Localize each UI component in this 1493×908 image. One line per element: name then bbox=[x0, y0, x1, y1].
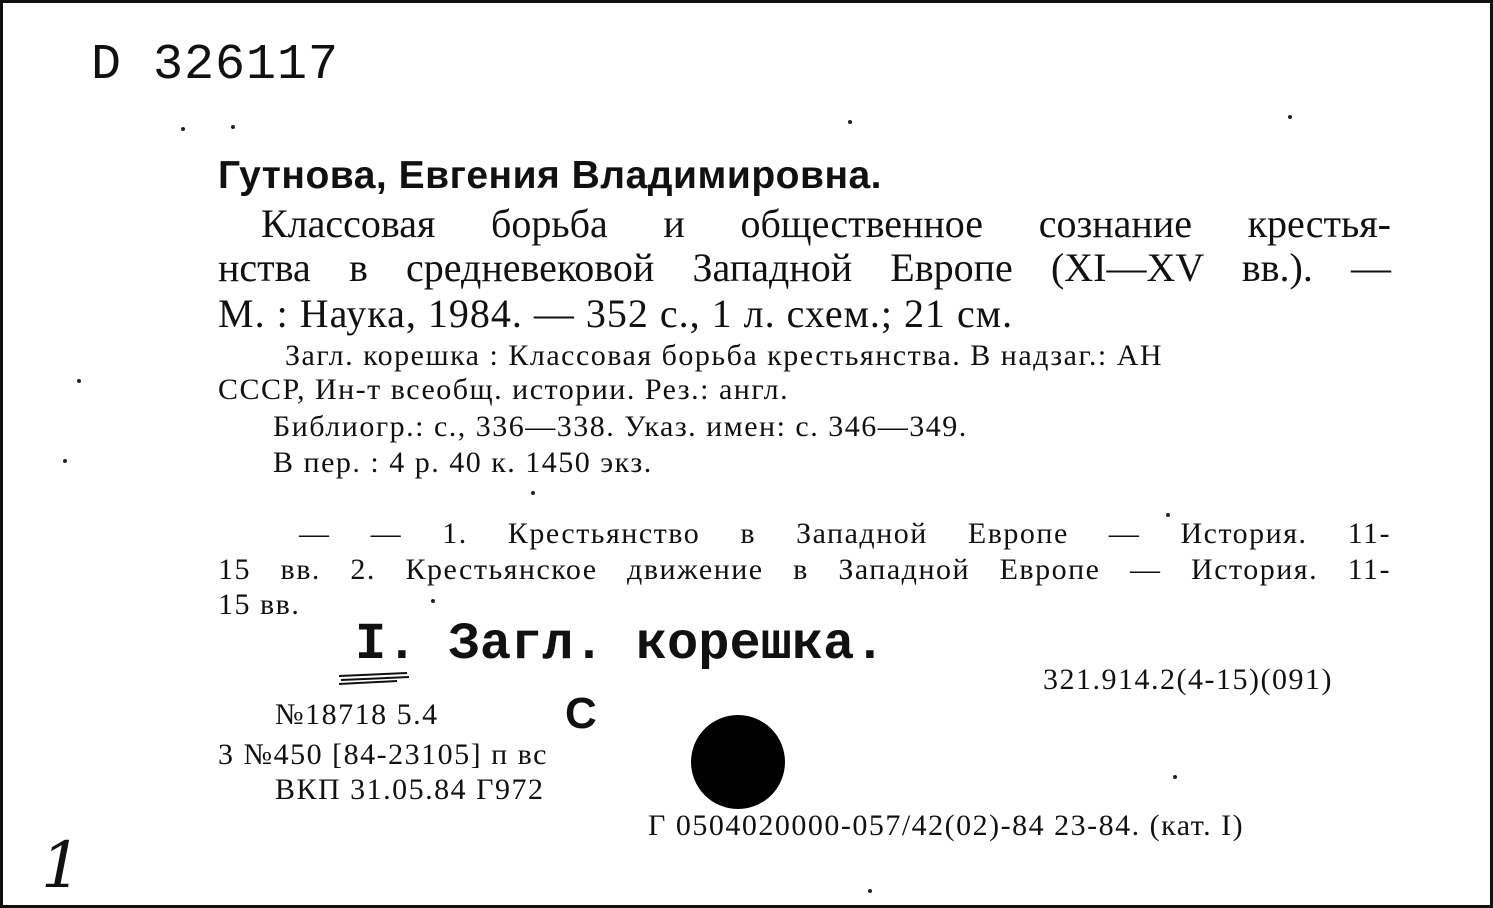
speck bbox=[531, 491, 535, 495]
footer-code: Г 0504020000-057/42(02)-84 23-84. (кат. I) bbox=[648, 809, 1245, 842]
note-binding-title: Загл. корешка : Классовая борьба крестьянства. В надзаг.: АН bbox=[285, 339, 1164, 372]
speck bbox=[181, 127, 185, 131]
title-line-3: М. : Наука, 1984. — 352 с., 1 л. схем.; 21 см. bbox=[218, 291, 1014, 336]
handwritten-mark: 1 bbox=[41, 829, 82, 903]
note-institution: СССР, Ин-т всеобщ. истории. Рез.: англ. bbox=[218, 373, 790, 406]
call-number: D 326117 bbox=[91, 37, 340, 94]
subject-line-2: 15 вв. 2. Крестьянское движение в Западной Европе — История. 11- bbox=[218, 553, 1391, 586]
print-info-line-2: 3 №450 [84-23105] п вс bbox=[218, 738, 548, 771]
speck bbox=[1173, 775, 1177, 779]
scribble-underline bbox=[337, 671, 411, 685]
note-price: В пер. : 4 р. 40 к. 1450 экз. bbox=[273, 446, 653, 479]
title-line-1: Классовая борьба и общественное сознание крестья- bbox=[261, 201, 1391, 246]
author-heading: Гутнова, Евгения Владимировна. bbox=[218, 154, 883, 197]
print-info-line-3: ВКП 31.05.84 Г972 bbox=[275, 773, 545, 806]
title-line-2: нства в средневековой Западной Европе (XI—XV вв.). — bbox=[218, 245, 1391, 290]
added-entry-stamp: I. Загл. корешка. bbox=[355, 615, 886, 674]
speck bbox=[868, 889, 872, 893]
c-mark: C bbox=[565, 689, 597, 738]
speck bbox=[63, 459, 67, 463]
speck bbox=[1166, 513, 1170, 517]
speck bbox=[231, 125, 235, 129]
classification-number: 321.914.2(4-15)(091) bbox=[1043, 663, 1333, 696]
speck bbox=[77, 379, 81, 383]
subject-line-1: — — 1. Крестьянство в Западной Европе — История. 11- bbox=[299, 517, 1391, 550]
speck bbox=[431, 599, 435, 603]
speck bbox=[848, 120, 852, 124]
subject-line-3: 15 вв. bbox=[218, 588, 301, 621]
note-bibliography: Библиогр.: с., 336—338. Указ. имен: с. 346—349. bbox=[273, 410, 968, 443]
punch-hole-dot bbox=[691, 715, 785, 809]
print-info-line-1: №18718 5.4 bbox=[275, 698, 439, 731]
speck bbox=[1288, 115, 1292, 119]
